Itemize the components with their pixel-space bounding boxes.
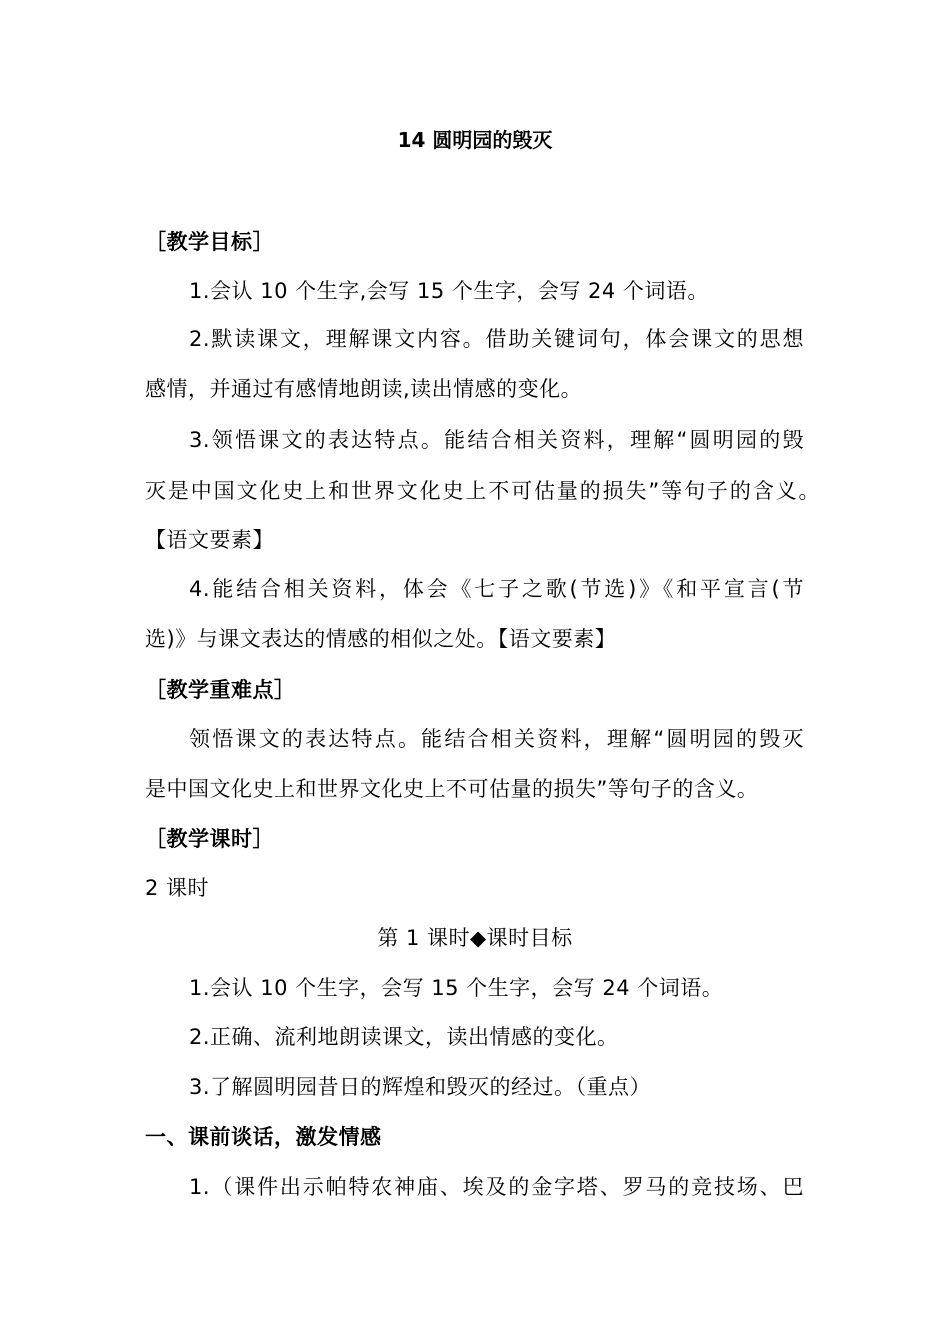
document-title: 14 圆明园的毁灭 — [397, 128, 553, 152]
objective-2-line2: 感情，并通过有感情地朗读,读出情感的变化。 — [145, 377, 583, 401]
lesson1-goal-3: 3.了解圆明园昔日的辉煌和毁灭的经过。（重点） — [189, 1075, 652, 1099]
objective-4-line1: 4.能结合相关资料，体会《七子之歌(节选)》《和平宣言(节 — [189, 577, 804, 601]
objective-3-line1: 3.领悟课文的表达特点。能结合相关资料，理解“圆明园的毁 — [189, 428, 804, 452]
keypoints-line2: 是中国文化史上和世界文化史上不可估量的损失”等句子的含义。 — [145, 777, 759, 801]
keypoints-heading: ［教学重难点］ — [145, 678, 296, 702]
objective-2-line1: 2.默读课文，理解课文内容。借助关键词句，体会课文的思想 — [189, 327, 804, 351]
hours-value: 2 课时 — [145, 876, 210, 900]
part1-item1: 1.（课件出示帕特农神庙、埃及的金字塔、罗马的竞技场、巴 — [189, 1175, 804, 1199]
part1-heading: 一、课前谈话，激发情感 — [145, 1125, 382, 1149]
lesson1-goal-1: 1.会认 10 个生字，会写 15 个生字，会写 24 个词语。 — [189, 976, 724, 1000]
objective-4-line2: 选)》与课文表达的情感的相似之处。【语文要素】 — [145, 627, 617, 651]
lesson1-goal-2: 2.正确、流利地朗读课文，读出情感的变化。 — [189, 1025, 619, 1049]
keypoints-line1: 领悟课文的表达特点。能结合相关资料，理解“圆明园的毁灭 — [189, 727, 804, 751]
objective-3-line2: 灭是中国文化史上和世界文化史上不可估量的损失”等句子的含义。 — [145, 479, 820, 503]
objective-1: 1.会认 10 个生字,会写 15 个生字，会写 24 个词语。 — [189, 279, 709, 303]
objective-3-tag: 【语文要素】 — [145, 528, 274, 552]
objectives-heading: ［教学目标］ — [145, 230, 274, 254]
lesson1-heading: 第 1 课时◆课时目标 — [377, 926, 573, 950]
hours-heading: ［教学课时］ — [145, 827, 274, 851]
